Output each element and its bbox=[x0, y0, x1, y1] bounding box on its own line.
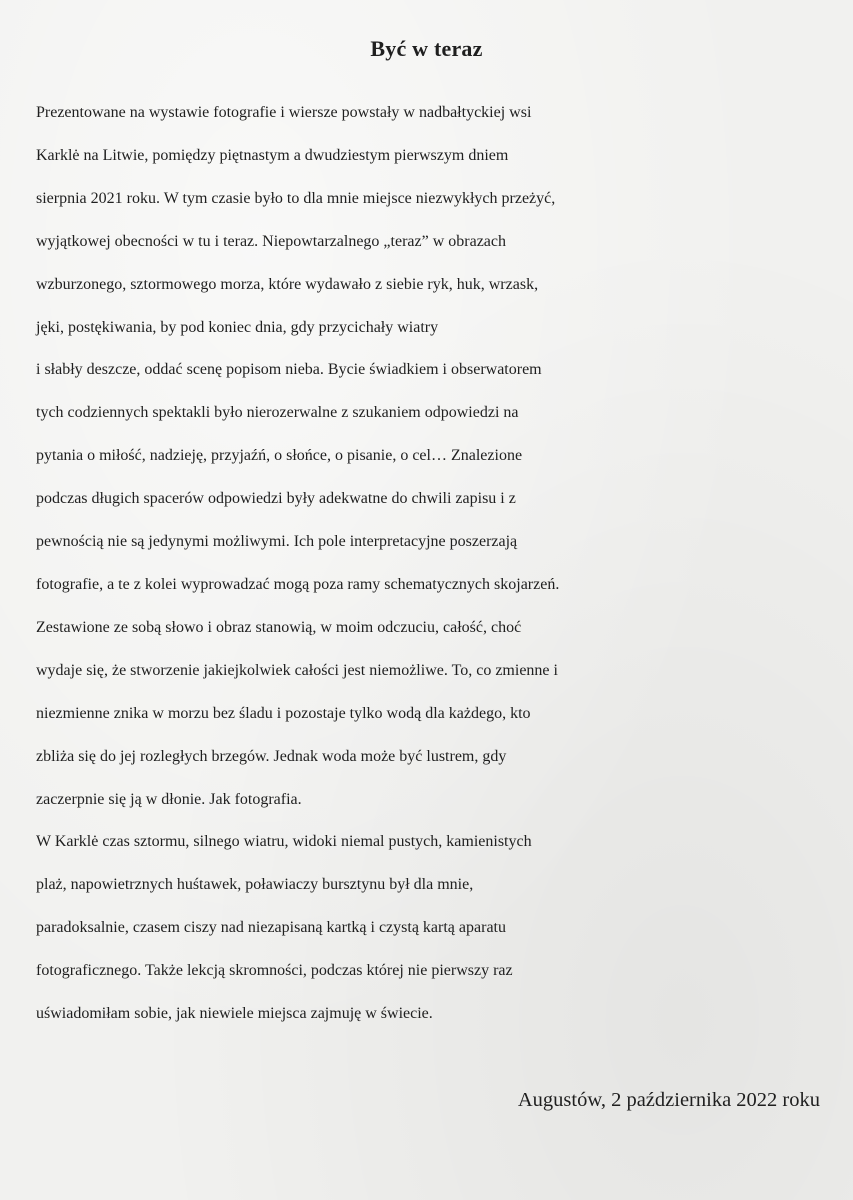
body-line: uświadomiłam sobie, jak niewiele miejsca zajmuję w świecie. bbox=[36, 1005, 433, 1023]
body-line: niezmienne znika w morzu bez śladu i pozostaje tylko wodą dla każdego, kto bbox=[36, 704, 531, 722]
body-line: wyjątkowej obecności w tu i teraz. Niepowtarzalnego „teraz” w obrazach bbox=[36, 232, 506, 250]
body-line: wzburzonego, sztormowego morza, które wydawało z siebie ryk, huk, wrzask, bbox=[36, 275, 539, 293]
document-title: Być w teraz bbox=[370, 36, 483, 61]
body-line: W Karklė czas sztormu, silnego wiatru, widoki niemal pustych, kamienistych bbox=[36, 833, 532, 851]
body-line: tych codziennych spektakli było nierozerwalne z szukaniem odpowiedzi na bbox=[36, 404, 519, 422]
body-line: plaż, napowietrznych huśtawek, poławiaczy bursztynu był dla mnie, bbox=[36, 876, 474, 894]
body-line: jęki, postękiwania, by pod koniec dnia, gdy przycichały wiatry bbox=[36, 318, 439, 336]
body-line: fotograficznego. Także lekcją skromności, podczas której nie pierwszy raz bbox=[36, 962, 513, 980]
body-line: paradoksalnie, czasem ciszy nad niezapisaną kartką i czystą kartą aparatu bbox=[36, 919, 506, 937]
body-line: i słabły deszcze, oddać scenę popisom nieba. Bycie świadkiem i obserwatorem bbox=[36, 361, 542, 379]
body-line: podczas długich spacerów odpowiedzi były adekwatne do chwili zapisu i z bbox=[36, 490, 516, 508]
body-line: sierpnia 2021 roku. W tym czasie było to dla mnie miejsce niezwykłych przeżyć, bbox=[36, 189, 556, 207]
body-line: fotografie, a te z kolei wyprowadzać mogą poza ramy schematycznych skojarzeń. bbox=[36, 575, 560, 593]
body-line: Zestawione ze sobą słowo i obraz stanowią, w moim odczuciu, całość, choć bbox=[36, 618, 522, 636]
signature-place-date: Augustów, 2 października 2022 roku bbox=[517, 1089, 820, 1111]
body-line: Prezentowane na wystawie fotografie i wiersze powstały w nadbałtyckiej wsi bbox=[36, 104, 532, 121]
body-line: pewnością nie są jedynymi możliwymi. Ich pole interpretacyjne poszerzają bbox=[36, 533, 518, 551]
body-line: wydaje się, że stworzenie jakiejkolwiek całości jest niemożliwe. To, co zmienne i bbox=[36, 661, 558, 679]
body-line: pytania o miłość, nadzieję, przyjaźń, o słońce, o pisanie, o cel… Znalezione bbox=[36, 447, 523, 465]
body-line: zbliża się do jej rozległych brzegów. Jednak woda może być lustrem, gdy bbox=[36, 747, 507, 765]
document-body bbox=[36, 92, 836, 1036]
body-line: zaczerpnie się ją w dłonie. Jak fotografia. bbox=[36, 790, 302, 808]
body-line: Karklė na Litwie, pomiędzy piętnastym a dwudziestym pierwszym dniem bbox=[36, 146, 509, 164]
